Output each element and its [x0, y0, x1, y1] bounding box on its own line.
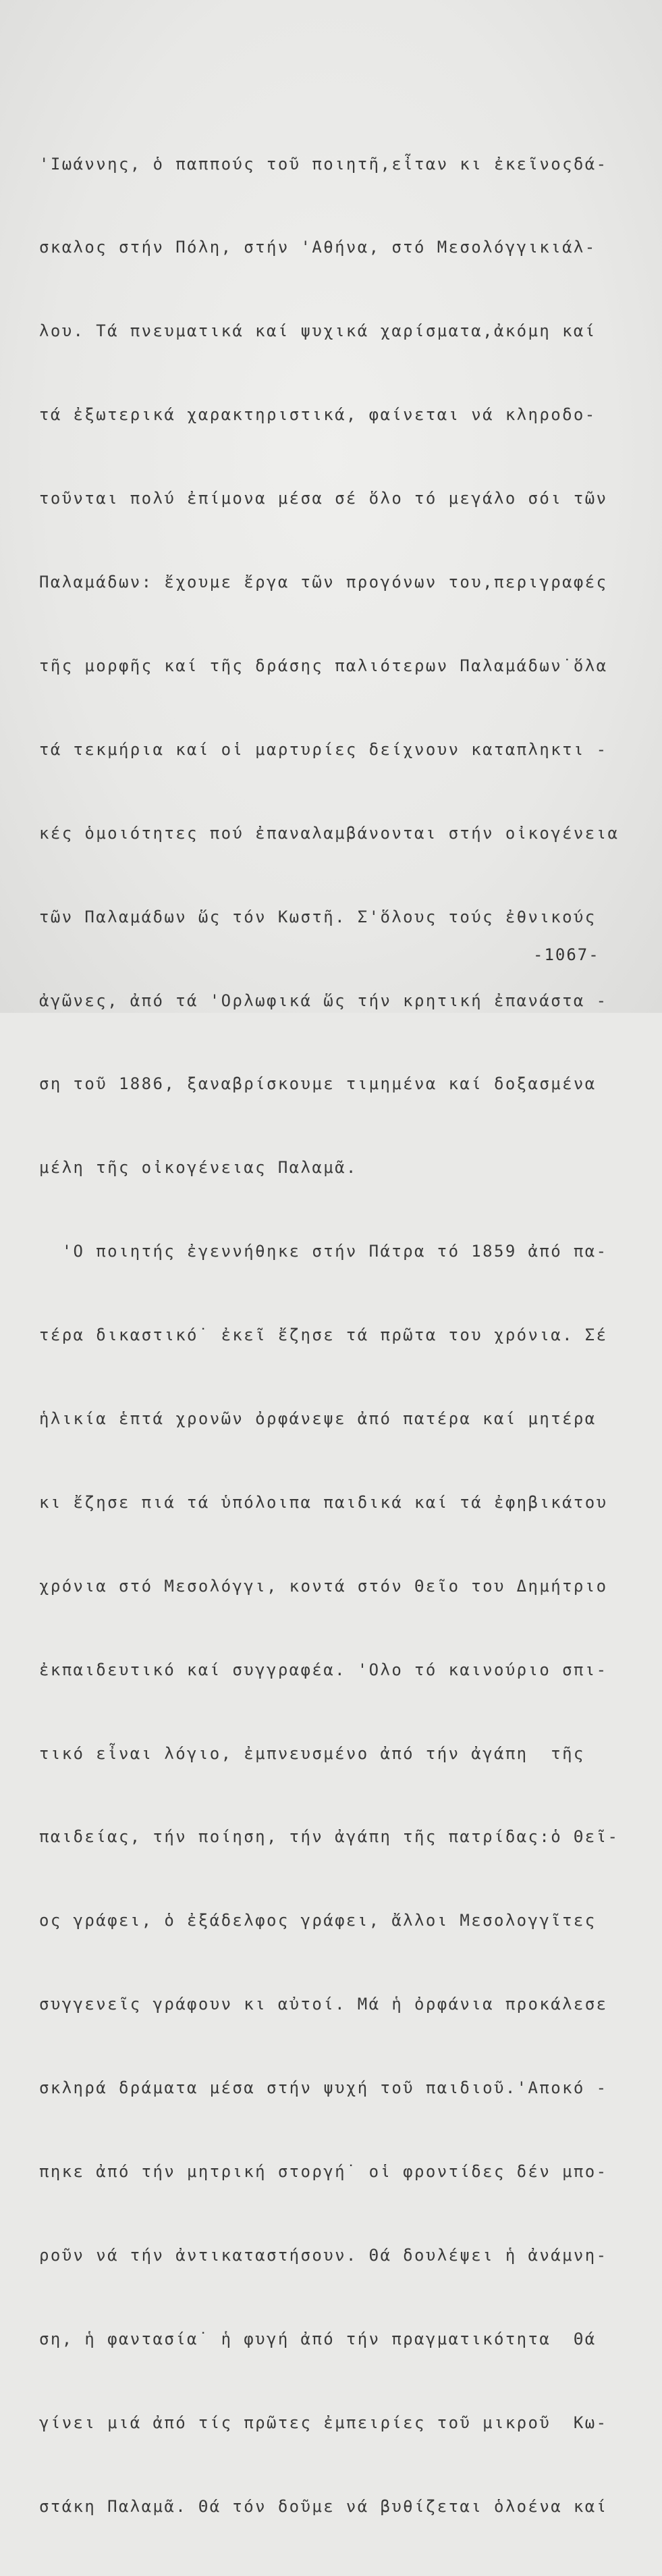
body-text — [39, 95, 619, 2576]
text-line-14: 'Ο ποιητής ἐγεννήθηκε στήν Πάτρα τό 1859 ἀπό πα- — [39, 1242, 608, 1261]
page-number: -1067- — [533, 945, 600, 964]
text-line-1: 'Ιωάννης, ὁ παππούς τοῦ ποιητῆ,εἶταν κι ἐκεῖνοςδά- — [39, 154, 608, 174]
text-line-11: ἀγῶνες, ἀπό τά 'Ορλωφικά ὥς τήν κρητική ἐπανάστα - — [39, 991, 608, 1010]
text-line-24: σκληρά δράματα μέσα στήν ψυχή τοῦ παιδιοῦ.'Αποκό - — [39, 2078, 608, 2098]
text-line-7: τῆς μορφῆς καί τῆς δράσης παλιότερων Παλαμάδων˙ὅλα — [39, 656, 608, 675]
text-line-10: τῶν Παλαμάδων ὥς τόν Κωστῆ. Σ'ὅλους τούς ἐθνικούς — [39, 907, 597, 926]
text-line-6: Παλαμάδων: ἔχουμε ἔργα τῶν προγόνων του,περιγραφές — [39, 573, 608, 592]
text-line-26: ροῦν νά τήν ἀντικαταστήσουν. Θά δουλέψει ἡ ἀνάμνη- — [39, 2245, 608, 2265]
text-line-15: τέρα δικαστικό˙ ἐκεῖ ἔζησε τά πρῶτα του χρόνια. Σέ — [39, 1325, 608, 1345]
text-line-22: ος γράφει, ὁ ἐξάδελφος γράφει, ἄλλοι Μεσολογγῖτες — [39, 1911, 597, 1930]
text-line-17: κι ἔζησε πιά τά ὑπόλοιπα παιδικά καί τά ἐφηβικάτου — [39, 1492, 608, 1512]
text-line-25: πηκε ἀπό τήν μητρική στοργή˙ οἱ φροντίδες δέν μπο- — [39, 2161, 608, 2181]
text-line-12: ση τοῦ 1886, ξαναβρίσκουμε τιμημένα καί δοξασμένα — [39, 1074, 597, 1094]
text-line-29: στάκη Παλαμᾶ. Θά τόν δοῦμε νά βυθίζεται ὁλοένα καί — [39, 2496, 608, 2516]
text-line-18: χρόνια στό Μεσολόγγι, κοντά στόν Θεῖο του Δημήτριο — [39, 1576, 608, 1596]
text-line-3: λου. Τά πνευματικά καί ψυχικά χαρίσματα,ἀκόμη καί — [39, 321, 597, 341]
text-line-23: συγγενεῖς γράφουν κι αὐτοί. Μά ἡ ὀρφάνια προκάλεσε — [39, 1995, 608, 2014]
text-line-19: ἐκπαιδευτικό καί συγγραφέα. 'Ολο τό καινούριο σπι- — [39, 1660, 608, 1679]
text-line-8: τά τεκμήρια καί οἱ μαρτυρίες δείχνουν καταπληκτι - — [39, 739, 608, 759]
text-line-27: ση, ἡ φαντασία˙ ἡ φυγή ἀπό τήν πραγματικότητα Θά — [39, 2329, 597, 2348]
text-line-20: τικό εἶναι λόγιο, ἐμπνευσμένο ἀπό τήν ἀγάπη τῆς — [39, 1743, 585, 1763]
text-line-13: μέλη τῆς οἰκογένειας Παλαμᾶ. — [39, 1158, 358, 1178]
text-line-4: τά ἐξωτερικά χαρακτηριστικά, φαίνεται νά κληροδο- — [39, 405, 597, 425]
text-line-5: τοῦνται πολύ ἐπίμονα μέσα σέ ὅλο τό μεγάλο σόι τῶν — [39, 489, 608, 508]
text-line-2: σκαλος στήν Πόλη, στήν 'Αθήνα, στό Μεσολόγγικιάλ- — [39, 238, 597, 257]
text-line-16: ἡλικία ἑπτά χρονῶν ὀρφάνεψε ἀπό πατέρα καί μητέρα — [39, 1409, 597, 1428]
text-line-21: παιδείας, τήν ποίηση, τήν ἀγάπη τῆς πατρίδας:ὁ Θεῖ- — [39, 1827, 619, 1847]
text-line-28: γίνει μιά ἀπό τίς πρῶτες ἐμπειρίες τοῦ μικροῦ Κω- — [39, 2413, 608, 2432]
text-line-9: κές ὁμοιότητες πού ἐπαναλαμβάνονται στήν οἰκογένεια — [39, 823, 619, 843]
